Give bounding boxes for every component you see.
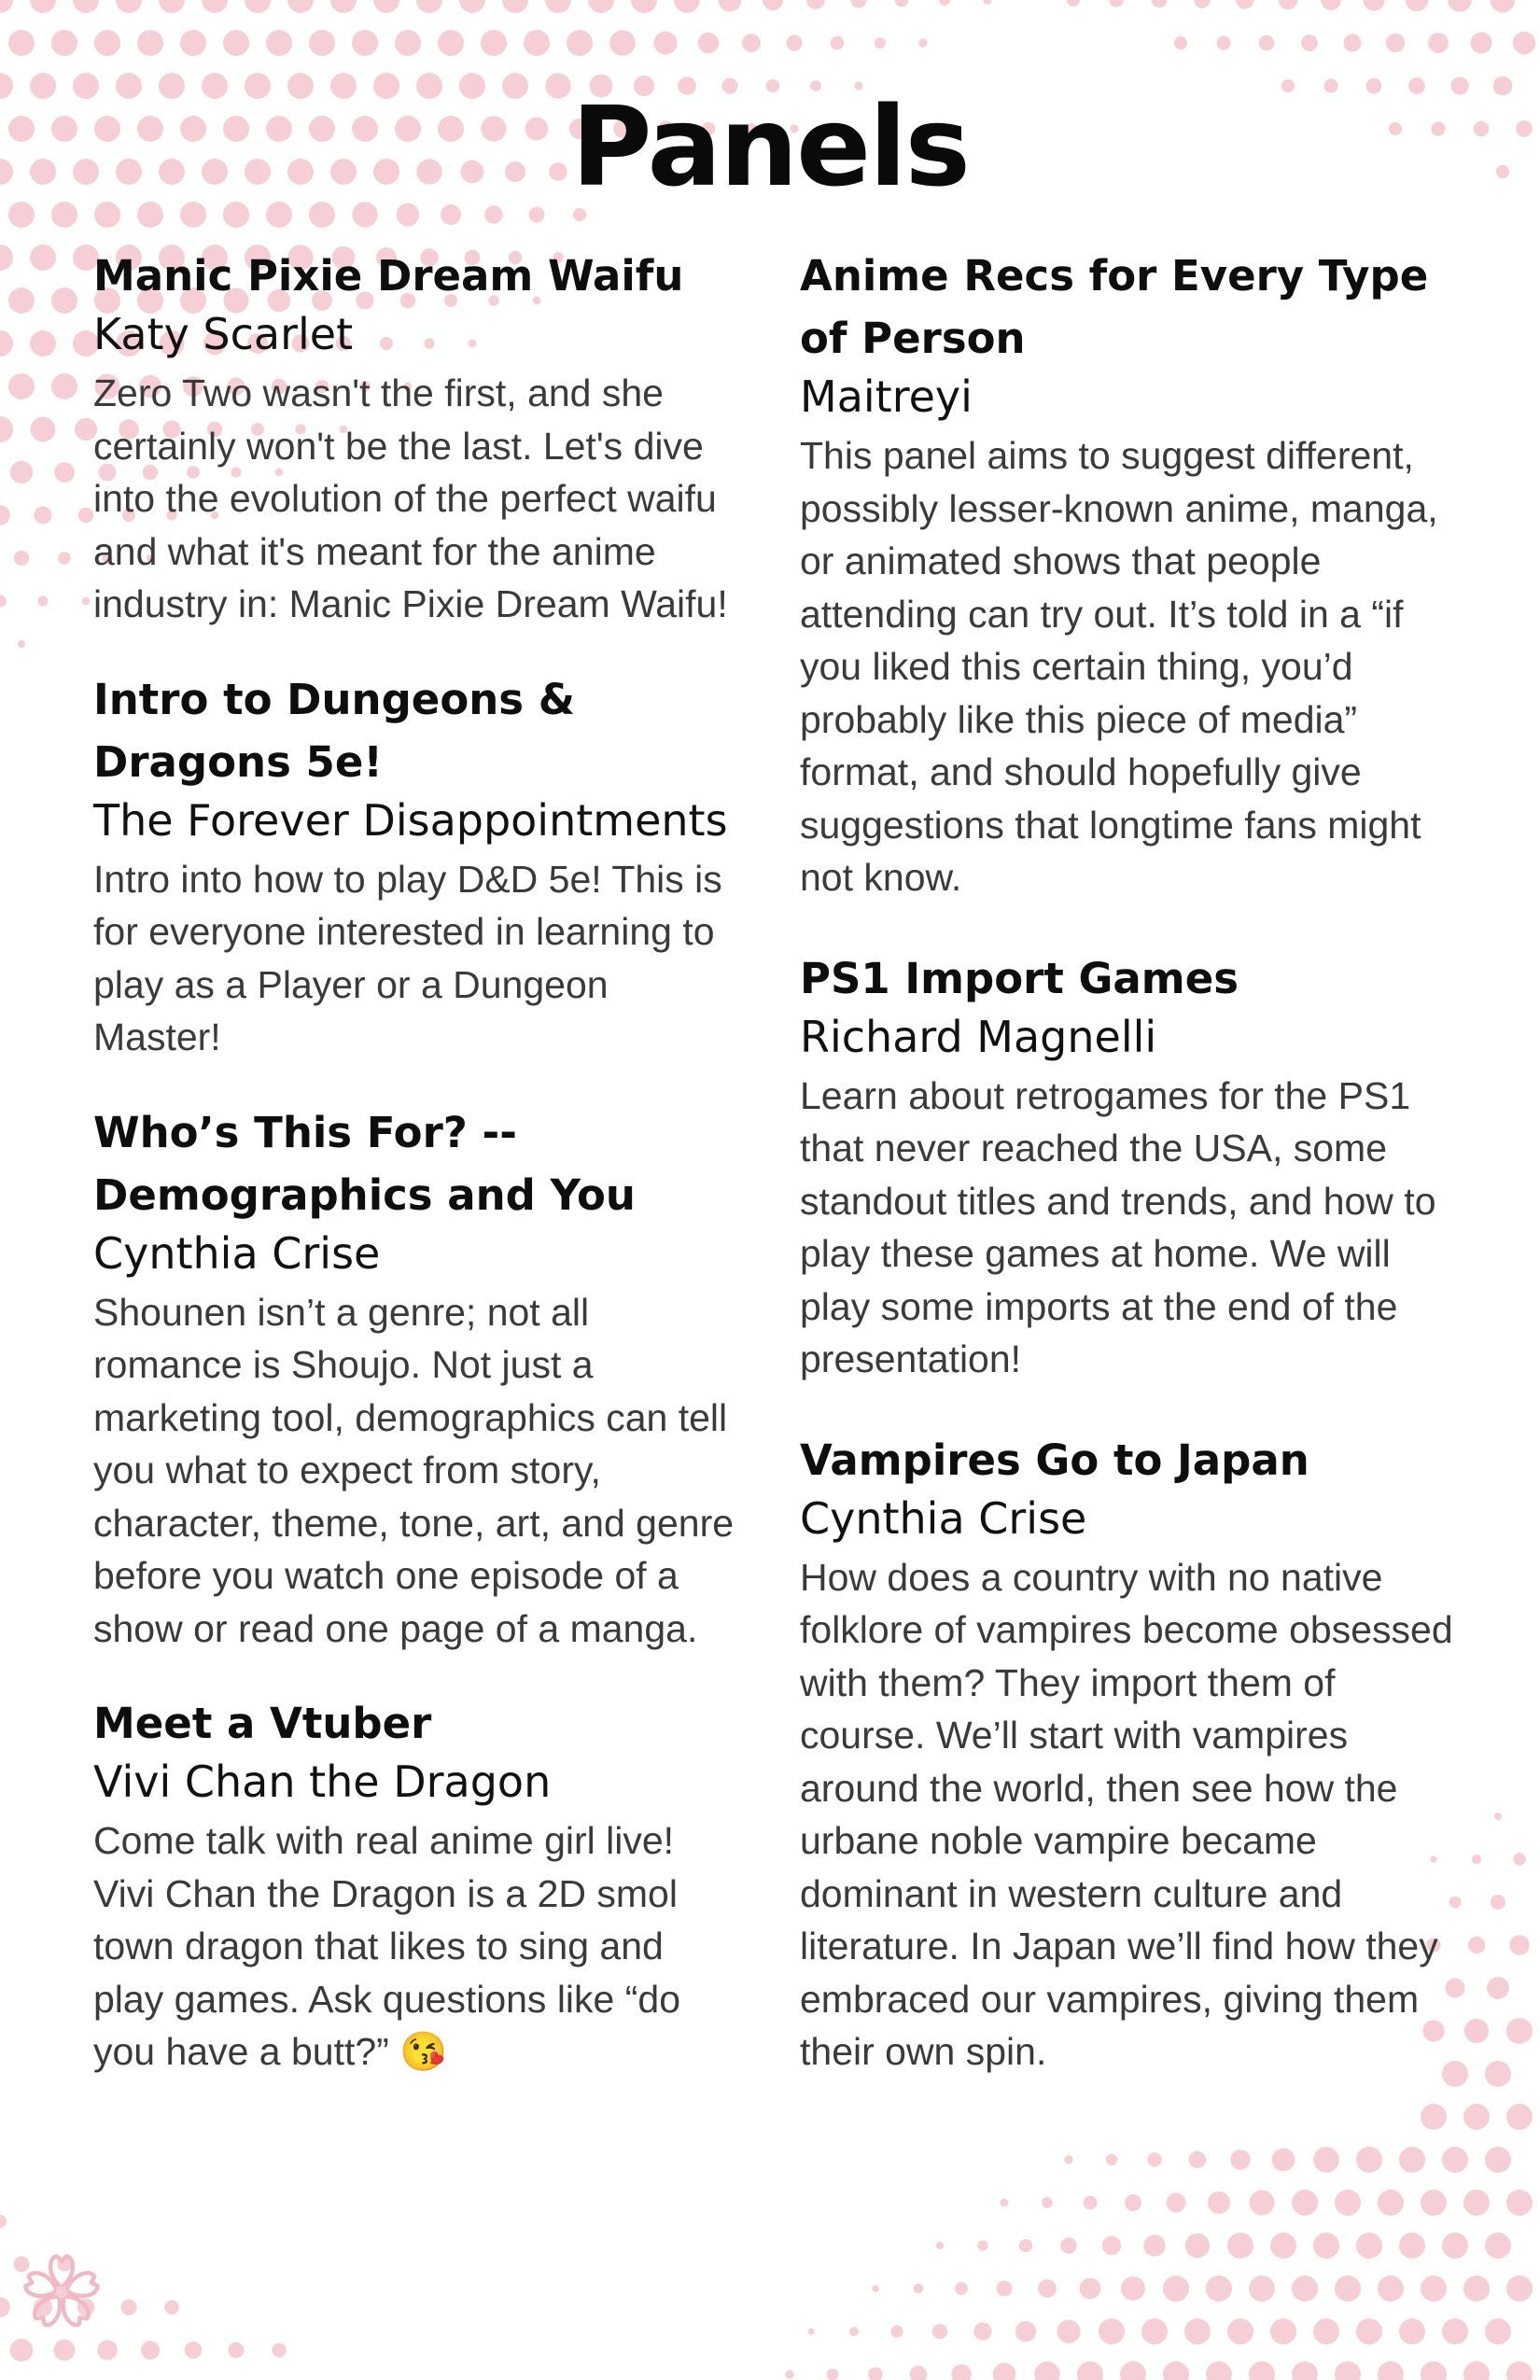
background-dot: [481, 30, 507, 56]
background-dot: [939, 0, 950, 6]
background-dot: [1421, 2275, 1447, 2302]
background-dot: [1343, 34, 1361, 51]
background-dot: [202, 0, 228, 13]
background-dot: [1174, 36, 1187, 49]
background-dot: [850, 0, 866, 8]
background-dot: [1184, 2318, 1211, 2345]
background-dot: [827, 2369, 839, 2380]
background-dot: [1356, 2233, 1382, 2259]
background-dot: [10, 461, 33, 483]
background-dot: [875, 37, 886, 49]
background-dot: [266, 30, 292, 56]
background-dot: [1448, 0, 1472, 12]
background-dot: [1378, 2275, 1404, 2302]
panel-title: Who’s This For? -- Demographics and You: [93, 1107, 636, 1220]
background-dot: [8, 287, 35, 314]
background-dot: [229, 2343, 245, 2359]
background-dot: [14, 551, 29, 566]
background-dot: [54, 2340, 76, 2361]
panel-host: Vivi Chan the Dragon: [93, 1757, 552, 1807]
background-dot: [35, 507, 52, 525]
panel-title: Meet a Vtuber: [93, 1699, 432, 1748]
panel-title: PS1 Import Games: [800, 953, 1239, 1003]
background-dot: [1064, 2155, 1072, 2163]
background-dot: [82, 597, 90, 605]
background-dot: [1513, 1853, 1525, 1865]
background-dot: [524, 30, 550, 56]
background-dot: [785, 2370, 794, 2379]
background-dot: [1313, 2318, 1339, 2345]
background-dot: [1206, 2361, 1232, 2380]
background-dot: [1250, 2191, 1275, 2216]
background-dot: [1121, 2276, 1145, 2301]
background-dot: [1019, 2239, 1032, 2252]
background-dot: [609, 30, 636, 56]
background-dot: [849, 2327, 859, 2336]
background-dot: [895, 0, 909, 7]
background-dot: [1230, 2149, 1251, 2170]
background-dot: [977, 2240, 987, 2250]
panel-description: Come talk with real anime girl live! Vivi Chan the Dragon is a 2D smol town dragon that likes to sing and play games. Ask questions like “do you have a butt?” 😘: [93, 1819, 680, 2073]
background-dot: [1143, 2234, 1165, 2256]
background-dot: [223, 30, 249, 56]
background-dot: [654, 32, 678, 55]
background-dot: [502, 0, 528, 13]
panel-entry: [800, 245, 1458, 904]
background-dot: [1356, 2318, 1382, 2345]
panel-entry: [93, 1101, 737, 1656]
panel-entry: [800, 1429, 1458, 2079]
background-dot: [1321, 0, 1341, 10]
panel-title: Manic Pixie Dream Waifu: [93, 251, 684, 301]
background-dot: [97, 2340, 118, 2360]
background-dot: [1038, 2279, 1057, 2298]
background-dot: [10, 2339, 34, 2362]
background-dot: [698, 33, 719, 53]
background-dot: [1084, 2196, 1098, 2210]
background-dot: [918, 38, 927, 47]
background-dot: [459, 0, 485, 13]
left-column: [93, 245, 737, 2079]
background-dot: [1463, 2361, 1490, 2380]
background-dot: [890, 2325, 903, 2337]
background-dot: [0, 245, 13, 271]
background-dot: [1421, 2104, 1447, 2130]
background-dot: [116, 0, 142, 13]
background-dot: [1399, 2318, 1425, 2345]
background-dot: [395, 30, 421, 56]
background-dot: [1152, 0, 1168, 7]
background-dot: [1120, 2361, 1146, 2380]
background-dot: [1428, 33, 1449, 53]
background-dot: [309, 30, 335, 56]
background-dot: [287, 0, 314, 13]
background-dot: [1506, 2275, 1533, 2302]
background-dot: [0, 2297, 10, 2317]
background-dot: [1364, 0, 1385, 11]
panel-host: Cynthia Crise: [800, 1492, 1087, 1544]
background-dot: [1335, 2275, 1361, 2302]
background-dot: [1292, 2361, 1318, 2380]
background-dot: [806, 0, 825, 9]
background-dot: [631, 0, 657, 13]
background-dot: [567, 30, 593, 56]
panel-description: Shounen isn’t a genre; not all romance is Shoujo. Not just a marketing tool, demographics can tell you what to expect from story, character, theme, tone, art, and genre before you watch one episode of a show or read one page of a manga.: [93, 1290, 735, 1650]
background-dot: [1386, 34, 1405, 52]
background-dot: [1077, 2361, 1103, 2380]
background-dot: [1102, 2236, 1121, 2255]
background-dot: [719, 0, 742, 12]
background-dot: [1185, 2233, 1210, 2258]
background-dot: [1399, 2233, 1425, 2259]
background-dot: [1249, 2275, 1275, 2302]
background-dot: [1506, 2190, 1533, 2216]
background-dot: [164, 2300, 178, 2314]
background-dot: [1513, 32, 1535, 54]
background-dot: [1001, 2199, 1009, 2207]
panel-entry: [93, 245, 737, 631]
background-dot: [1485, 2318, 1511, 2345]
background-dot: [1506, 2104, 1533, 2130]
background-dot: [1442, 2147, 1468, 2173]
panel-description: Learn about retrogames for the PS1 that never reached the USA, some standout titles and trends, and how to play these games at home. We will play some imports at the end of the presentation!: [800, 1073, 1436, 1380]
background-dot: [73, 0, 99, 13]
background-dot: [808, 2329, 815, 2335]
background-dot: [30, 330, 56, 357]
background-dot: [1259, 35, 1275, 51]
background-dot: [1313, 2147, 1339, 2173]
background-dot: [786, 35, 802, 50]
background-dot: [1270, 2233, 1296, 2259]
background-dot: [545, 0, 571, 13]
panel-host: Richard Magnelli: [800, 1011, 1157, 1062]
background-dot: [0, 0, 13, 13]
background-dot: [141, 2341, 160, 2359]
background-dot: [1227, 2318, 1253, 2345]
background-dot: [1485, 2233, 1511, 2259]
background-dot: [1067, 0, 1080, 7]
background-dot: [1491, 0, 1516, 12]
background-dot: [951, 2364, 972, 2380]
panel-entry: [93, 1692, 737, 2079]
background-dot: [0, 505, 10, 525]
background-dot: [1421, 2190, 1447, 2216]
background-dot: [1301, 35, 1318, 51]
background-dot: [1080, 2278, 1101, 2300]
background-dot: [1015, 2321, 1036, 2342]
background-dot: [30, 245, 56, 271]
background-dot: [1270, 2318, 1296, 2345]
background-dot: [94, 30, 120, 56]
background-dot: [1506, 2361, 1533, 2380]
background-dot: [1463, 2190, 1490, 2216]
background-dot: [330, 0, 357, 13]
background-dot: [137, 30, 163, 56]
background-dot: [8, 30, 35, 56]
background-dot: [1109, 0, 1123, 7]
panel-host: Maitreyi: [800, 371, 973, 422]
background-dot: [0, 595, 7, 608]
background-dot: [1421, 2361, 1447, 2380]
panel-title: Intro to Dungeons & Dragons 5e!: [93, 674, 575, 787]
background-dot: [1406, 0, 1428, 11]
background-dot: [955, 2282, 968, 2295]
background-dot: [1236, 0, 1253, 9]
background-dot: [1163, 2275, 1189, 2302]
background-dot: [58, 552, 71, 565]
background-dot: [914, 2284, 924, 2294]
background-dot: [1292, 2275, 1318, 2302]
background-dot: [373, 0, 399, 13]
background-dot: [1471, 33, 1492, 54]
background-dot: [868, 2367, 883, 2380]
background-dot: [1279, 0, 1297, 9]
background-dot: [1249, 2361, 1275, 2380]
background-dot: [983, 0, 991, 5]
background-dot: [438, 30, 464, 56]
background-dot: [1034, 2361, 1060, 2380]
background-dot: [1042, 2197, 1053, 2208]
background-dot: [272, 2343, 286, 2357]
background-dot: [0, 2215, 7, 2228]
sakura-flower-icon: [21, 2251, 103, 2333]
background-dot: [763, 0, 783, 10]
background-dot: [38, 596, 49, 607]
background-dot: [674, 0, 700, 13]
background-dot: [742, 34, 761, 52]
background-dot: [54, 462, 75, 483]
background-dot: [121, 2300, 137, 2316]
background-dot: [185, 2342, 202, 2359]
background-dot: [1463, 2104, 1490, 2130]
background-dot: [1378, 2361, 1404, 2380]
background-dot: [1167, 2193, 1186, 2213]
background-dot: [1487, 1977, 1509, 1999]
background-dot: [0, 330, 13, 357]
background-dot: [30, 0, 56, 13]
background-dot: [932, 2324, 947, 2339]
panel-host: Cynthia Crise: [93, 1227, 381, 1279]
background-dot: [1206, 2275, 1232, 2302]
background-dot: [78, 508, 93, 523]
background-dot: [1442, 2233, 1468, 2259]
background-dot: [1208, 2191, 1230, 2214]
background-dot: [1292, 2190, 1318, 2216]
background-dot: [1335, 2190, 1361, 2216]
background-dot: [1106, 2154, 1117, 2165]
background-dot: [1399, 2147, 1425, 2173]
background-dot: [910, 2366, 928, 2380]
background-dot: [31, 417, 56, 442]
background-dot: [1356, 2147, 1382, 2173]
background-dot: [159, 0, 185, 13]
background-dot: [1060, 2237, 1076, 2253]
background-dot: [1099, 2318, 1125, 2345]
background-dot: [1509, 1935, 1529, 1954]
background-dot: [1468, 1937, 1485, 1953]
background-dot: [1506, 2018, 1533, 2044]
panel-description: Zero Two wasn't the first, and she certainly won't be the last. Let's dive into the evolution of the perfect waifu and what it's meant for the anime industry in: Manic Pixie Dream Waifu!: [93, 371, 728, 625]
background-dot: [352, 30, 378, 56]
background-dot: [1227, 2233, 1253, 2259]
background-dot: [1216, 35, 1230, 49]
background-dot: [1313, 2233, 1339, 2259]
panel-description: This panel aims to suggest different, possibly lesser-known anime, manga, or animated shows that people attending can try out. It’s told in a “if you liked this certain thing, you’d probably like this piece of media” format, and should hopefully give suggestions that longtime fans might not know.: [800, 434, 1438, 899]
background-dot: [1463, 2275, 1490, 2302]
background-dot: [997, 2281, 1013, 2297]
panel-title: Vampires Go to Japan: [800, 1435, 1309, 1485]
background-dot: [1491, 1895, 1505, 1910]
page-title: Panels: [571, 82, 969, 211]
background-dot: [1335, 2361, 1361, 2380]
background-dot: [588, 0, 614, 13]
background-dot: [1189, 2151, 1206, 2168]
background-dot: [18, 640, 25, 648]
background-dot: [51, 373, 77, 399]
panel-entry: [800, 947, 1458, 1386]
background-dot: [1272, 2149, 1295, 2172]
background-dot: [1141, 2318, 1168, 2345]
background-dot: [831, 36, 845, 50]
background-dot: [872, 2285, 879, 2292]
background-dot: [993, 2363, 1016, 2380]
background-dot: [51, 287, 77, 314]
background-dot: [1442, 2318, 1468, 2345]
panel-title: Anime Recs for Every Type of Person: [800, 251, 1429, 363]
background-dot: [1194, 0, 1211, 8]
background-dot: [1485, 2147, 1511, 2173]
background-dot: [1472, 1855, 1481, 1864]
panel-host: The Forever Disappointments: [93, 794, 728, 846]
background-dot: [0, 416, 13, 442]
panel-description: How does a country with no native folklore of vampires become obsessed with them? They import them of course. We’ll start with vampires around the world, then see how the urbane noble vampire became dominant in western culture and literature. In Japan we’ll find how they embraced our vampires, giving them their own spin.: [800, 1555, 1453, 2073]
background-dot: [1125, 2194, 1141, 2211]
background-dot: [1378, 2190, 1404, 2216]
background-dot: [973, 2322, 991, 2340]
panel-host: Katy Scarlet: [93, 309, 354, 359]
background-dot: [1494, 1813, 1502, 1820]
background-dot: [1464, 2019, 1489, 2043]
background-dot: [1163, 2361, 1189, 2380]
background-dot: [51, 30, 77, 56]
right-column: [800, 245, 1458, 2079]
background-dot: [180, 30, 206, 56]
background-dot: [1485, 2061, 1511, 2087]
panel-description: Intro into how to play D&D 5e! This is for everyone interested in learning to play as a Player or a Dungeon Master!: [93, 857, 722, 1058]
background-dot: [936, 2242, 944, 2249]
background-dot: [245, 0, 271, 13]
background-dot: [1147, 2152, 1161, 2166]
background-dot: [416, 0, 442, 13]
panel-entry: [93, 668, 737, 1064]
background-dot: [8, 373, 35, 399]
background-dot: [1057, 2319, 1080, 2343]
